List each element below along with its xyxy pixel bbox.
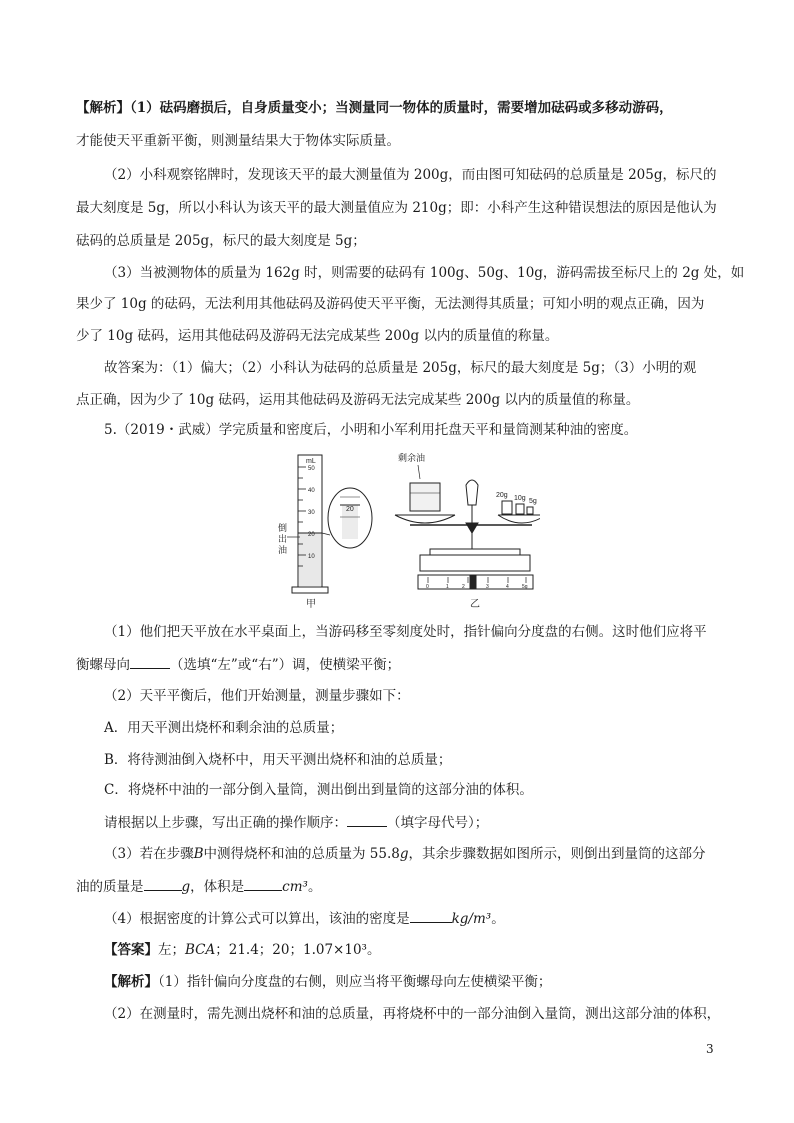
cylinder-tick-label: 50 (308, 466, 315, 472)
poured-oil-char: 倒 (278, 523, 288, 533)
weight-label: 10g (514, 495, 526, 502)
question-part-1: （1）他们把天平放在水平桌面上，当游码移至零刻度处时，指针偏向分度盘的右侧。这时他们应将平 (104, 624, 707, 640)
scale-tick-label: 0 (426, 584, 429, 590)
text-fragment: 中测得烧杯和油的总质量为 55.8 (203, 846, 400, 862)
analysis-line: （2）在测量时，需先测出烧杯和油的总质量，再将烧杯中的一部分油倒入量筒，测出这部分油的体积， (104, 1006, 721, 1022)
question-part-4 (104, 908, 754, 929)
question-part-1-cont (76, 654, 726, 675)
text-fragment: （选填“左”或“右”）调，使横梁平衡； (170, 657, 401, 673)
scale-tick-label: 3 (486, 584, 489, 590)
question-part-3-cont (76, 876, 726, 897)
analysis-line: 少了 10g 砝码，运用其他砝码及游码无法完成某些 200g 以内的质量值的称量。 (76, 328, 559, 344)
text-fragment: ；21.4；20；1.07×10³。 (215, 942, 381, 958)
step-b: B．将待测油倒入烧杯中，用天平测出烧杯和油的总质量； (104, 752, 452, 768)
analysis-heading: 【解析】（1）砝码磨损后，自身质量变小；当测量同一物体的质量时，需要增加砝码或多移动游码， (76, 100, 673, 116)
unit: cm³ (282, 879, 308, 895)
analysis-line: 最大刻度是 5g，所以小科认为该天平的最大测量值应为 210g；即：小科产生这种错误想法的原因是他认为 (76, 200, 717, 216)
text-fragment: （1）指针偏向分度盘的右侧，则应当将平衡螺母向左使横梁平衡； (158, 974, 552, 990)
page-number: 3 (706, 1042, 714, 1056)
prev-answer-line: 故答案为：（1）偏大；（2）小科认为砝码的总质量是 205g，标尺的最大刻度是 5g；（3）小明的观 (104, 360, 697, 376)
answer-label: 【答案】 (104, 942, 158, 958)
step-var: B (193, 846, 204, 862)
cylinder-unit: mL (306, 458, 316, 465)
question-title: 5.（2019・武威）学完质量和密度后，小明和小军利用托盘天平和量筒测某种油的密度。 (104, 422, 638, 438)
cylinder-tick-label: 40 (308, 488, 315, 494)
cylinder-tick-label: 30 (308, 510, 315, 516)
answer-blank[interactable] (244, 876, 282, 891)
analysis-line: 才能使天平重新平衡，则测量结果大于物体实际质量。 (76, 133, 400, 149)
poured-oil-char: 出 (278, 534, 288, 544)
order-prompt (104, 812, 754, 833)
beaker-label: 剩余油 (398, 453, 426, 463)
step-c: C．将烧杯中油的一部分倒入量筒，测出倒出到量筒的这部分油的体积。 (104, 782, 533, 798)
analysis-line (104, 972, 754, 992)
answer-line (104, 940, 754, 960)
analysis-line: （2）小科观察铭牌时，发现该天平的最大测量值为 200g，而由图可知砝码的总质量是 205g，标尺的 (104, 167, 717, 183)
text-fragment: ，其余步骤数据如图所示，则倒出到量筒的这部分 (408, 846, 706, 862)
poured-oil-label (278, 522, 287, 555)
analysis-line: （3）当被测物体的质量为 162g 时，则需要的砝码有 100g、50g、10g，游码需拔至标尺上的 2g 处，如 (104, 265, 745, 281)
cylinder-tick-label: 20 (308, 532, 315, 538)
question-part-3 (104, 844, 754, 864)
text-fragment: 衡螺母向 (76, 657, 130, 673)
poured-oil-char: 油 (278, 545, 288, 555)
text-fragment: 油的质量是 (76, 879, 144, 895)
figure-label-yi: 乙 (470, 599, 480, 610)
experiment-figure (270, 445, 540, 610)
answer-blank[interactable] (410, 908, 452, 923)
analysis-label: 【解析】 (104, 974, 158, 990)
balance-scale (395, 452, 540, 571)
text-fragment: 。 (491, 911, 505, 927)
figure-label-jia: 甲 (306, 599, 316, 610)
analysis-line (76, 98, 726, 118)
text-fragment: （4）根据密度的计算公式可以算出，该油的密度是 (104, 911, 410, 927)
unit: kg/m³ (451, 911, 492, 927)
cylinder-zoom-inset (322, 488, 372, 548)
unit: g (181, 879, 191, 895)
graduated-cylinder (292, 455, 328, 593)
step-a: A．用天平测出烧杯和剩余油的总质量； (104, 720, 344, 736)
answer-blank[interactable] (130, 654, 170, 669)
analysis-line: 砝码的总质量是 205g，标尺的最大刻度是 5g； (76, 233, 366, 249)
question-part-2: （2）天平平衡后，他们开始测量，测量步骤如下： (104, 688, 410, 704)
text-fragment: 左； (158, 942, 185, 958)
answer-blank[interactable] (144, 876, 182, 891)
inset-tick-label: 20 (346, 506, 354, 513)
answer-order: BCA (185, 942, 216, 958)
weight-label: 5g (529, 498, 537, 505)
text-fragment: （3）若在步骤 (104, 846, 194, 862)
text-fragment: 请根据以上步骤，写出正确的操作顺序： (104, 815, 347, 831)
scale-tick-label: 5g (522, 584, 528, 590)
cylinder-tick-label: 10 (308, 554, 315, 560)
rider-scale (418, 575, 533, 590)
scale-tick-label: 2 (462, 584, 465, 590)
answer-blank[interactable] (347, 812, 387, 827)
scale-tick-label: 1 (446, 584, 449, 590)
text-fragment: ，体积是 (190, 879, 245, 895)
text-fragment: （填字母代号）； (387, 815, 489, 831)
weight-label: 20g (496, 492, 508, 499)
text-fragment: 。 (307, 879, 322, 895)
prev-answer-line: 点正确，因为少了 10g 砝码，运用其他砝码及游码无法完成某些 200g 以内的质量值的称量。 (76, 392, 640, 408)
unit: g (399, 846, 409, 862)
scale-tick-label: 4 (506, 584, 509, 590)
analysis-line: 果少了 10g 的砝码，无法利用其他砝码及游码使天平平衡，无法测得其质量；可知小明的观点正确，因为 (76, 296, 705, 312)
weights-on-pan (496, 492, 537, 514)
